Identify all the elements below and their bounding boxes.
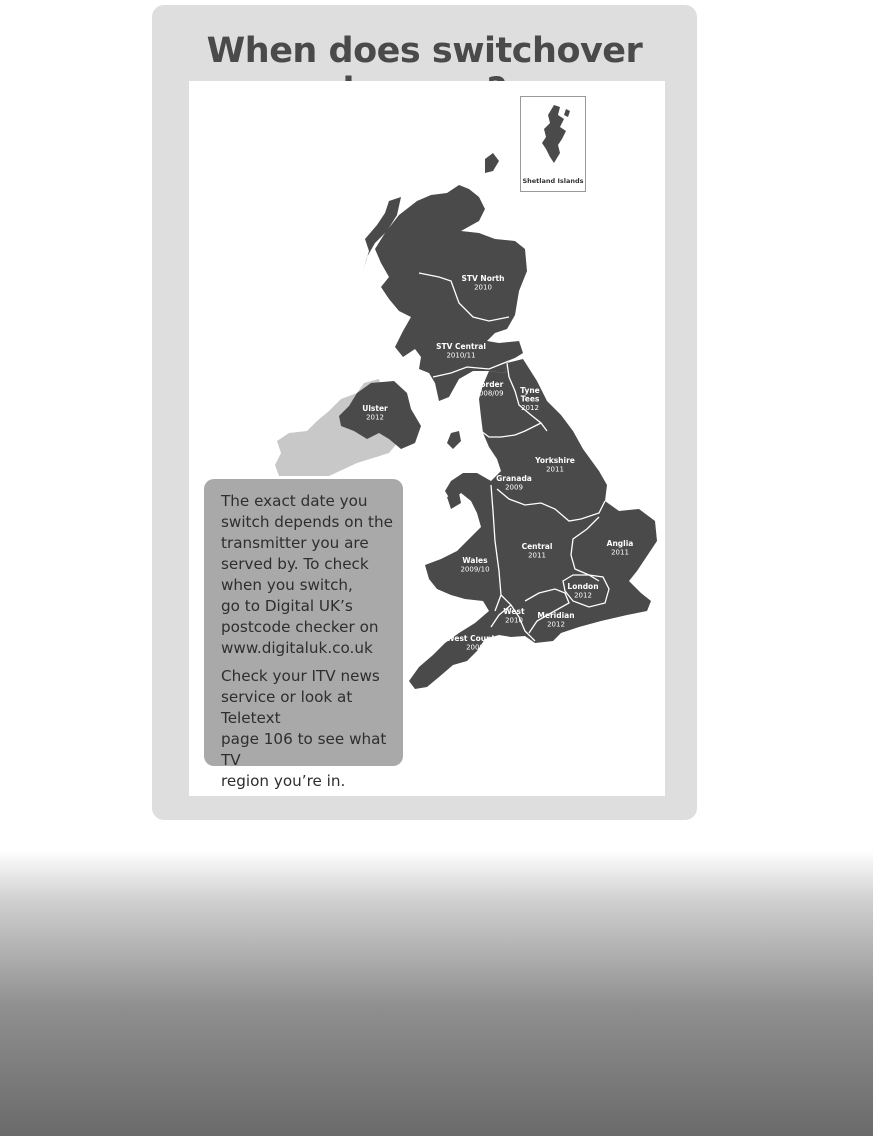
- region-label-stv-central: STV Central: [436, 342, 486, 351]
- region-label-london: London: [567, 582, 599, 591]
- region-year-anglia: 2011: [611, 548, 629, 557]
- region-label-west: West: [503, 607, 525, 616]
- info-box: [204, 479, 403, 790]
- switchover-card: [152, 5, 697, 820]
- page-title: When does switchover: [206, 31, 643, 71]
- map-panel: [189, 81, 665, 796]
- region-label-central: Central: [521, 542, 553, 551]
- region-label-yorkshire: Yorkshire: [535, 456, 575, 465]
- region-label-ulster: Ulster: [362, 404, 388, 413]
- region-year-stv-north: 2010: [474, 283, 492, 292]
- isle-of-man: [447, 431, 461, 449]
- region-year-granada: 2009: [505, 483, 523, 492]
- region-year-central: 2011: [528, 551, 546, 560]
- region-year-west: 2010: [505, 616, 523, 625]
- region-year-ulster: 2012: [366, 413, 384, 422]
- region-label-granada: Granada: [496, 474, 532, 483]
- region-year-tyne-tees: 2012: [521, 404, 539, 412]
- region-year-london: 2012: [574, 591, 592, 600]
- region-label-stv-north: STV North: [461, 274, 505, 283]
- shetland-islands-shape: [542, 105, 566, 163]
- shetland-label: Shetland Islands: [522, 177, 584, 185]
- region-label-meridian: Meridian: [537, 611, 575, 620]
- shetland-inset: [520, 96, 586, 192]
- region-year-west-country: 2009: [466, 643, 484, 652]
- region-label-tyne-tees-0: Tyne: [520, 386, 540, 395]
- region-label-anglia: Anglia: [606, 539, 634, 548]
- shetland-map: [522, 101, 586, 171]
- region-year-meridian: 2012: [547, 620, 565, 629]
- region-year-stv-central: 2010/11: [446, 351, 476, 360]
- region-label-tyne-tees-1: Tees: [520, 394, 540, 404]
- bottom-gradient: [0, 850, 873, 1136]
- shetland-islet: [564, 109, 570, 117]
- scotland-landmass: [375, 185, 527, 401]
- info-paragraph-1: The exact date you switch depends on the transmitter you are served by. To check when you switch, go to Digital UK’s postcode checker on www.digitaluk.co.uk: [221, 492, 393, 657]
- region-label-border: Border: [474, 380, 504, 389]
- region-label-wales: Wales: [462, 556, 488, 565]
- orkney: [485, 153, 499, 173]
- info-paragraph-2: Check your ITV news service or look at Teletext page 106 to see what TV region you’re in.: [221, 667, 387, 790]
- region-year-border: 2008/09: [474, 389, 504, 398]
- region-year-wales: 2009/10: [460, 565, 490, 574]
- region-label-west-country: West Country: [446, 634, 504, 643]
- region-year-yorkshire: 2011: [546, 465, 564, 474]
